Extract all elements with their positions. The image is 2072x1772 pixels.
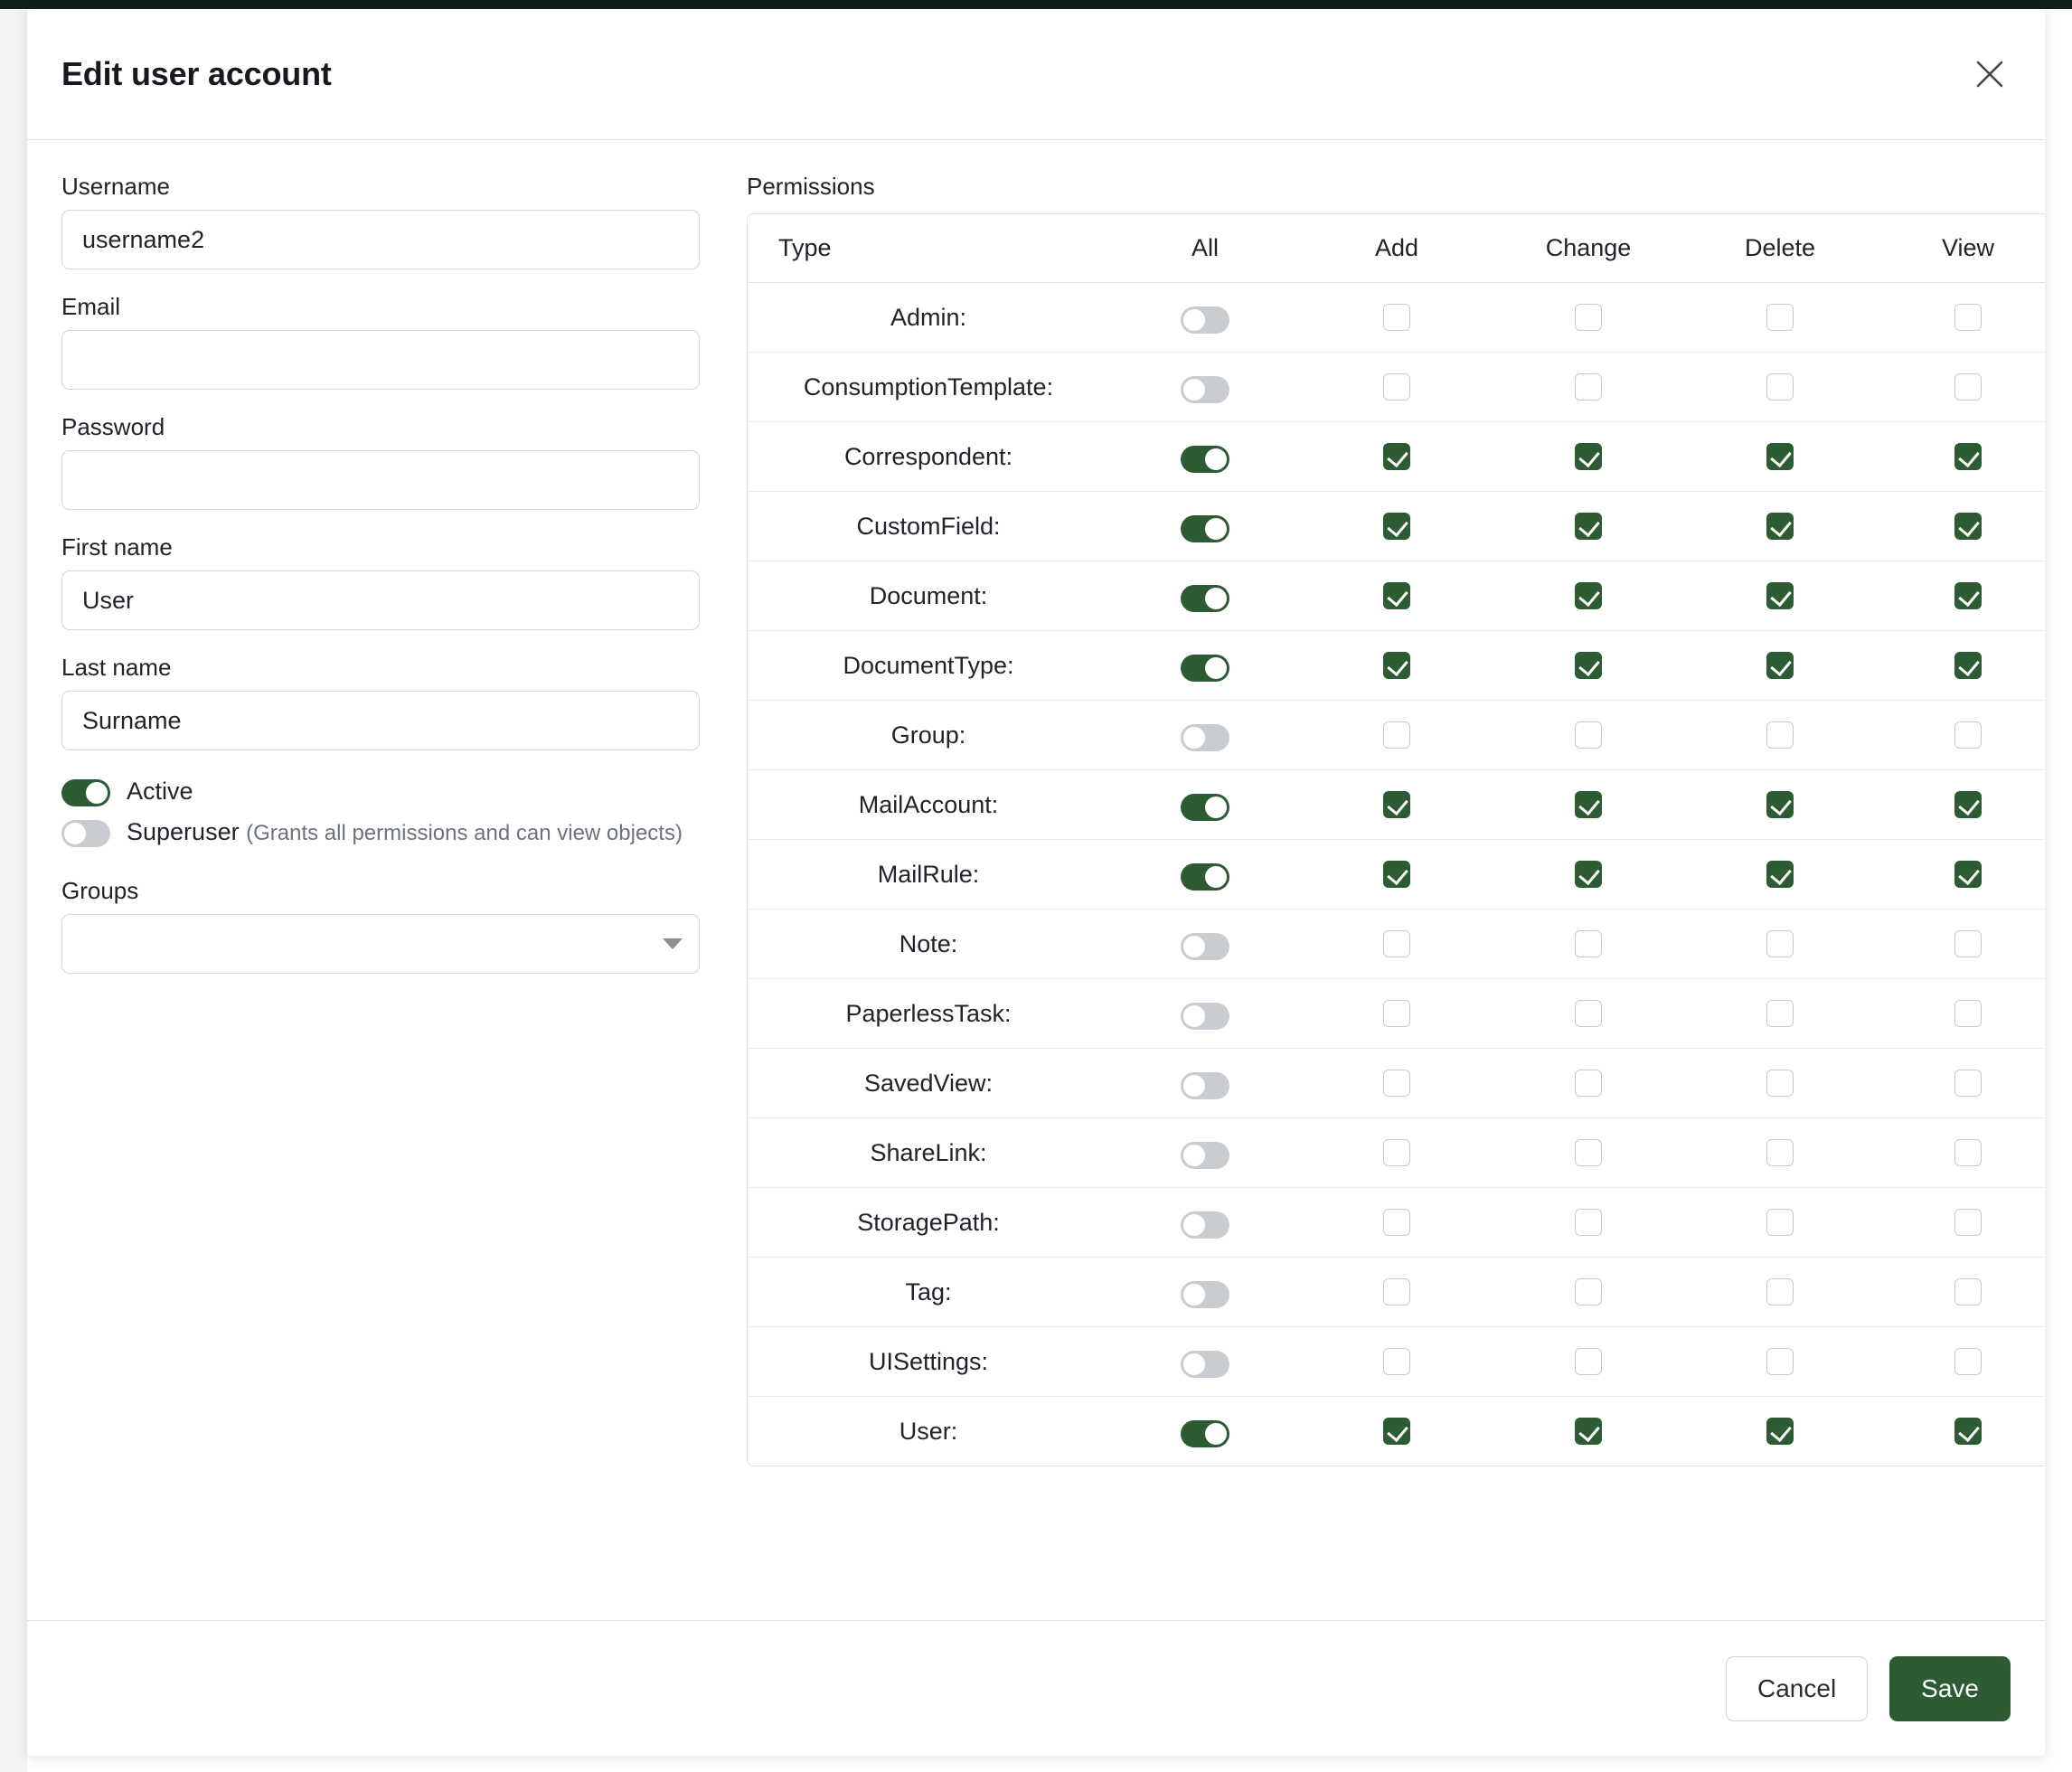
permission-change-checkbox-cell — [1493, 1049, 1684, 1118]
permission-view-checkbox-cell — [1876, 422, 2045, 492]
table-row — [748, 631, 2045, 701]
permission-add-checkbox-cell — [1301, 1118, 1493, 1188]
permission-change-checkbox-cell — [1493, 979, 1684, 1049]
permission-view-checkbox-cell — [1876, 561, 2045, 631]
permission-delete-checkbox[interactable] — [1766, 1139, 1794, 1166]
top-dark-strip — [0, 0, 2072, 9]
email-label: Email — [61, 293, 121, 320]
permission-change-checkbox[interactable] — [1575, 652, 1602, 679]
permission-change-checkbox[interactable] — [1575, 1070, 1602, 1097]
permission-view-checkbox[interactable] — [1954, 513, 1982, 540]
permission-change-checkbox[interactable] — [1575, 304, 1602, 331]
permission-add-checkbox-cell — [1301, 422, 1493, 492]
permission-view-checkbox[interactable] — [1954, 1000, 1982, 1027]
permission-view-checkbox[interactable] — [1954, 1278, 1982, 1305]
permission-view-checkbox[interactable] — [1954, 373, 1982, 401]
permission-add-checkbox[interactable] — [1383, 304, 1410, 331]
permission-view-checkbox[interactable] — [1954, 1209, 1982, 1236]
permission-type-label: Group: — [748, 701, 1109, 770]
first-name-field-group — [61, 533, 703, 630]
permissions-table — [748, 214, 2045, 1466]
password-label: Password — [61, 413, 165, 440]
table-row — [748, 1118, 2045, 1188]
permission-all-toggle[interactable] — [1181, 933, 1229, 960]
permission-delete-checkbox-cell — [1684, 979, 1876, 1049]
permission-add-checkbox-cell — [1301, 492, 1493, 561]
table-row — [748, 492, 2045, 561]
permission-all-cell — [1109, 1258, 1301, 1327]
last-name-field-group — [61, 654, 703, 750]
table-row — [748, 1397, 2045, 1466]
permission-change-checkbox-cell — [1493, 1188, 1684, 1258]
permission-change-checkbox[interactable] — [1575, 930, 1602, 957]
permission-all-cell — [1109, 979, 1301, 1049]
permission-all-cell — [1109, 422, 1301, 492]
permission-view-checkbox-cell — [1876, 631, 2045, 701]
permission-add-checkbox[interactable] — [1383, 930, 1410, 957]
permission-delete-checkbox[interactable] — [1766, 791, 1794, 818]
table-row — [748, 770, 2045, 840]
permission-all-cell — [1109, 1118, 1301, 1188]
table-row — [748, 979, 2045, 1049]
permission-all-toggle[interactable] — [1181, 1351, 1229, 1378]
permission-type-label: CustomField: — [748, 492, 1109, 561]
permission-view-checkbox[interactable] — [1954, 304, 1982, 331]
permission-delete-checkbox[interactable] — [1766, 1070, 1794, 1097]
permission-all-toggle[interactable] — [1181, 794, 1229, 821]
permission-change-checkbox-cell — [1493, 1327, 1684, 1397]
superuser-label — [127, 815, 683, 850]
table-row — [748, 353, 2045, 422]
active-toggle[interactable] — [61, 779, 110, 806]
permission-add-checkbox-cell — [1301, 1258, 1493, 1327]
permission-change-checkbox[interactable] — [1575, 582, 1602, 609]
permission-add-checkbox-cell — [1301, 353, 1493, 422]
permission-delete-checkbox-cell — [1684, 701, 1876, 770]
permission-all-toggle[interactable] — [1181, 1003, 1229, 1030]
permissions-title: Permissions — [747, 173, 875, 200]
permission-view-checkbox-cell — [1876, 910, 2045, 979]
permission-add-checkbox[interactable] — [1383, 1348, 1410, 1375]
permission-all-toggle[interactable] — [1181, 515, 1229, 542]
permission-change-checkbox[interactable] — [1575, 373, 1602, 401]
page-title: Edit user account — [61, 55, 332, 92]
permission-view-checkbox[interactable] — [1954, 1070, 1982, 1097]
permission-delete-checkbox-cell — [1684, 353, 1876, 422]
permission-delete-checkbox-cell — [1684, 1118, 1876, 1188]
table-row — [748, 1049, 2045, 1118]
permission-add-checkbox[interactable] — [1383, 1278, 1410, 1305]
permission-view-checkbox-cell — [1876, 979, 2045, 1049]
permission-type-label: User: — [899, 1417, 958, 1445]
permission-view-checkbox[interactable] — [1954, 443, 1982, 470]
table-row — [748, 561, 2045, 631]
permission-view-checkbox[interactable] — [1954, 791, 1982, 818]
permission-all-toggle[interactable] — [1181, 376, 1229, 403]
chevron-down-icon — [663, 938, 683, 949]
permission-change-checkbox[interactable] — [1575, 861, 1602, 888]
column-header-all: All — [1109, 214, 1301, 283]
password-field-group — [61, 413, 703, 510]
permission-all-cell — [1109, 701, 1301, 770]
first-name-input[interactable] — [61, 570, 700, 630]
permission-type-label: ShareLink: — [748, 1118, 1109, 1188]
dialog-footer — [27, 1620, 2045, 1756]
permission-type-label: SavedView: — [748, 1049, 1109, 1118]
permission-delete-checkbox-cell — [1684, 1258, 1876, 1327]
permission-delete-checkbox-cell — [1684, 910, 1876, 979]
permission-change-checkbox-cell — [1493, 422, 1684, 492]
permission-add-checkbox-cell — [1301, 701, 1493, 770]
column-header-delete: Delete — [1684, 214, 1876, 283]
permission-change-checkbox-cell — [1493, 1118, 1684, 1188]
table-row — [748, 701, 2045, 770]
permission-delete-checkbox-cell — [1684, 422, 1876, 492]
table-row — [748, 1258, 2045, 1327]
permission-view-checkbox[interactable] — [1954, 652, 1982, 679]
table-row — [748, 1188, 2045, 1258]
active-toggle-row — [61, 774, 703, 809]
groups-label: Groups — [61, 877, 139, 905]
permission-change-checkbox[interactable] — [1575, 1000, 1602, 1027]
permission-add-checkbox[interactable] — [1383, 1209, 1410, 1236]
permission-delete-checkbox-cell — [1684, 1397, 1876, 1466]
permission-change-checkbox[interactable] — [1575, 443, 1602, 470]
permission-change-checkbox-cell — [1493, 910, 1684, 979]
permission-type-label: Note: — [748, 910, 1109, 979]
permission-delete-checkbox-cell — [1684, 770, 1876, 840]
last-name-label: Last name — [61, 654, 172, 681]
permission-all-cell — [1109, 1327, 1301, 1397]
permissions-section — [747, 173, 2011, 1620]
column-header-add: Add — [1301, 214, 1493, 283]
permission-delete-checkbox[interactable] — [1766, 930, 1794, 957]
permission-change-checkbox-cell — [1493, 1258, 1684, 1327]
permission-add-checkbox[interactable] — [1383, 582, 1410, 609]
permission-change-checkbox-cell — [1493, 283, 1684, 353]
permission-all-cell — [1109, 353, 1301, 422]
active-label: Active — [127, 778, 193, 805]
permission-change-checkbox-cell — [1493, 353, 1684, 422]
last-name-input[interactable] — [61, 691, 700, 750]
superuser-toggle[interactable] — [61, 820, 110, 847]
first-name-label: First name — [61, 533, 173, 561]
permission-delete-checkbox[interactable] — [1766, 1000, 1794, 1027]
permission-change-checkbox-cell — [1493, 561, 1684, 631]
permission-change-checkbox[interactable] — [1575, 1209, 1602, 1236]
left-edge-strip — [0, 9, 27, 1772]
permission-delete-checkbox-cell — [1684, 840, 1876, 910]
permission-all-cell — [1109, 840, 1301, 910]
permission-change-checkbox[interactable] — [1575, 513, 1602, 540]
table-row — [748, 422, 2045, 492]
permission-change-checkbox[interactable] — [1575, 1418, 1602, 1445]
permission-type-label: DocumentType: — [748, 631, 1109, 701]
permission-change-checkbox-cell — [1493, 492, 1684, 561]
permission-all-cell — [1109, 770, 1301, 840]
permission-all-cell — [1109, 283, 1301, 353]
permission-add-checkbox[interactable] — [1383, 513, 1410, 540]
permission-add-checkbox-cell — [1301, 1188, 1493, 1258]
permission-delete-checkbox-cell — [1684, 561, 1876, 631]
permission-view-checkbox[interactable] — [1954, 1348, 1982, 1375]
permission-add-checkbox[interactable] — [1383, 1418, 1410, 1445]
permission-add-checkbox-cell — [1301, 561, 1493, 631]
permission-add-checkbox-cell — [1301, 1397, 1493, 1466]
permission-all-cell — [1109, 1397, 1301, 1466]
permission-change-checkbox[interactable] — [1575, 1348, 1602, 1375]
permission-change-checkbox-cell — [1493, 631, 1684, 701]
permission-all-cell — [1109, 492, 1301, 561]
permission-add-checkbox[interactable] — [1383, 721, 1410, 749]
permission-all-toggle[interactable] — [1181, 1281, 1229, 1308]
cancel-button[interactable]: Cancel — [1726, 1656, 1868, 1721]
permission-all-toggle[interactable] — [1181, 1142, 1229, 1169]
column-header-type: Type — [748, 214, 1109, 283]
permission-type-label: MailRule: — [748, 840, 1109, 910]
permission-view-checkbox-cell — [1876, 353, 2045, 422]
permission-add-checkbox-cell — [1301, 840, 1493, 910]
permission-view-checkbox-cell — [1876, 1188, 2045, 1258]
permission-change-checkbox-cell — [1493, 1397, 1684, 1466]
permission-change-checkbox-cell — [1493, 840, 1684, 910]
permission-type-label: Tag: — [748, 1258, 1109, 1327]
permission-view-checkbox-cell — [1876, 701, 2045, 770]
permission-add-checkbox[interactable] — [1383, 1000, 1410, 1027]
permission-add-checkbox[interactable] — [1383, 791, 1410, 818]
permission-type-label: PaperlessTask: — [748, 979, 1109, 1049]
permission-delete-checkbox-cell — [1684, 1327, 1876, 1397]
permission-all-toggle[interactable] — [1181, 1211, 1229, 1239]
user-form — [61, 173, 703, 1620]
permission-delete-checkbox-cell — [1684, 492, 1876, 561]
permission-add-checkbox[interactable] — [1383, 443, 1410, 470]
permission-all-toggle[interactable] — [1181, 863, 1229, 891]
groups-field-group — [61, 877, 703, 974]
permission-add-checkbox-cell — [1301, 910, 1493, 979]
superuser-hint: (Grants all permissions and can view objects) — [246, 821, 683, 846]
permission-delete-checkbox[interactable] — [1766, 443, 1794, 470]
username-field-group — [61, 173, 703, 269]
permission-view-checkbox-cell — [1876, 1327, 2045, 1397]
table-row — [748, 840, 2045, 910]
permission-delete-checkbox[interactable] — [1766, 582, 1794, 609]
permission-delete-checkbox[interactable] — [1766, 1348, 1794, 1375]
permission-delete-checkbox[interactable] — [1766, 652, 1794, 679]
permission-all-cell — [1109, 910, 1301, 979]
permission-delete-checkbox-cell — [1684, 1188, 1876, 1258]
permission-add-checkbox[interactable] — [1383, 373, 1410, 401]
permission-add-checkbox-cell — [1301, 770, 1493, 840]
permission-all-toggle[interactable] — [1181, 306, 1229, 334]
permission-all-toggle[interactable] — [1181, 655, 1229, 682]
permission-add-checkbox-cell — [1301, 1049, 1493, 1118]
permission-add-checkbox[interactable] — [1383, 1139, 1410, 1166]
permission-all-cell — [1109, 1049, 1301, 1118]
permission-all-toggle[interactable] — [1181, 585, 1229, 612]
permission-view-checkbox-cell — [1876, 770, 2045, 840]
dialog-header — [27, 9, 2045, 140]
permission-view-checkbox-cell — [1876, 1049, 2045, 1118]
permission-delete-checkbox[interactable] — [1766, 1418, 1794, 1445]
groups-select[interactable] — [61, 914, 700, 974]
permission-add-checkbox-cell — [1301, 631, 1493, 701]
permission-view-checkbox-cell — [1876, 492, 2045, 561]
permission-type-label: StoragePath: — [748, 1188, 1109, 1258]
permission-all-toggle[interactable] — [1181, 1420, 1229, 1447]
permission-all-toggle[interactable] — [1181, 446, 1229, 473]
permission-change-checkbox[interactable] — [1575, 791, 1602, 818]
permissions-table-header-row — [748, 214, 2045, 283]
permission-view-checkbox[interactable] — [1954, 1139, 1982, 1166]
permission-all-cell — [1109, 1188, 1301, 1258]
permission-view-checkbox[interactable] — [1954, 582, 1982, 609]
permission-add-checkbox-cell — [1301, 1327, 1493, 1397]
permissions-table-wrapper — [747, 213, 2045, 1466]
permission-view-checkbox-cell — [1876, 1118, 2045, 1188]
table-row — [748, 1327, 2045, 1397]
permission-type-label: Document: — [748, 561, 1109, 631]
table-row — [748, 910, 2045, 979]
permission-view-checkbox-cell — [1876, 840, 2045, 910]
permission-delete-checkbox[interactable] — [1766, 1209, 1794, 1236]
dialog-body — [27, 140, 2045, 1620]
column-header-view: View — [1876, 214, 2045, 283]
permission-type-label: Correspondent: — [748, 422, 1109, 492]
permission-delete-checkbox-cell — [1684, 631, 1876, 701]
permission-change-checkbox-cell — [1493, 770, 1684, 840]
email-input[interactable] — [61, 330, 700, 390]
permission-delete-checkbox-cell — [1684, 283, 1876, 353]
permission-view-checkbox[interactable] — [1954, 861, 1982, 888]
permission-view-checkbox[interactable] — [1954, 930, 1982, 957]
permission-delete-checkbox[interactable] — [1766, 1278, 1794, 1305]
email-field-group — [61, 293, 703, 390]
permission-all-toggle[interactable] — [1181, 724, 1229, 751]
permission-view-checkbox[interactable] — [1954, 1418, 1982, 1445]
permission-all-cell — [1109, 631, 1301, 701]
permission-add-checkbox-cell — [1301, 283, 1493, 353]
permission-view-checkbox[interactable] — [1954, 721, 1982, 749]
permission-add-checkbox[interactable] — [1383, 1070, 1410, 1097]
permission-delete-checkbox[interactable] — [1766, 304, 1794, 331]
permission-delete-checkbox[interactable] — [1766, 721, 1794, 749]
close-icon[interactable] — [1969, 53, 2011, 95]
permission-view-checkbox-cell — [1876, 1258, 2045, 1327]
permission-change-checkbox[interactable] — [1575, 1278, 1602, 1305]
permission-type-label: ConsumptionTemplate: — [748, 353, 1109, 422]
edit-user-account-dialog — [27, 9, 2045, 1756]
permission-delete-checkbox[interactable] — [1766, 513, 1794, 540]
permission-delete-checkbox-cell — [1684, 1049, 1876, 1118]
permission-type-label: MailAccount: — [748, 770, 1109, 840]
username-input[interactable] — [61, 210, 700, 269]
permission-change-checkbox[interactable] — [1575, 1139, 1602, 1166]
superuser-toggle-row — [61, 815, 703, 850]
permission-add-checkbox[interactable] — [1383, 861, 1410, 888]
permission-all-cell — [1109, 561, 1301, 631]
permission-change-checkbox[interactable] — [1575, 721, 1602, 749]
permission-delete-checkbox[interactable] — [1766, 373, 1794, 401]
permission-add-checkbox-cell — [1301, 979, 1493, 1049]
permissions-table-body — [748, 283, 2045, 1466]
username-label: Username — [61, 173, 170, 200]
table-row — [748, 283, 2045, 353]
permission-add-checkbox[interactable] — [1383, 652, 1410, 679]
permission-all-toggle[interactable] — [1181, 1072, 1229, 1099]
permission-change-checkbox-cell — [1493, 701, 1684, 770]
permission-type-label: Admin: — [748, 283, 1109, 353]
permission-view-checkbox-cell — [1876, 283, 2045, 353]
permission-delete-checkbox[interactable] — [1766, 861, 1794, 888]
password-input[interactable] — [61, 450, 700, 510]
permission-view-checkbox-cell — [1876, 1397, 2045, 1466]
column-header-change: Change — [1493, 214, 1684, 283]
save-button[interactable]: Save — [1889, 1656, 2011, 1721]
superuser-label-text: Superuser — [127, 818, 240, 846]
permission-type-label: UISettings: — [748, 1327, 1109, 1397]
